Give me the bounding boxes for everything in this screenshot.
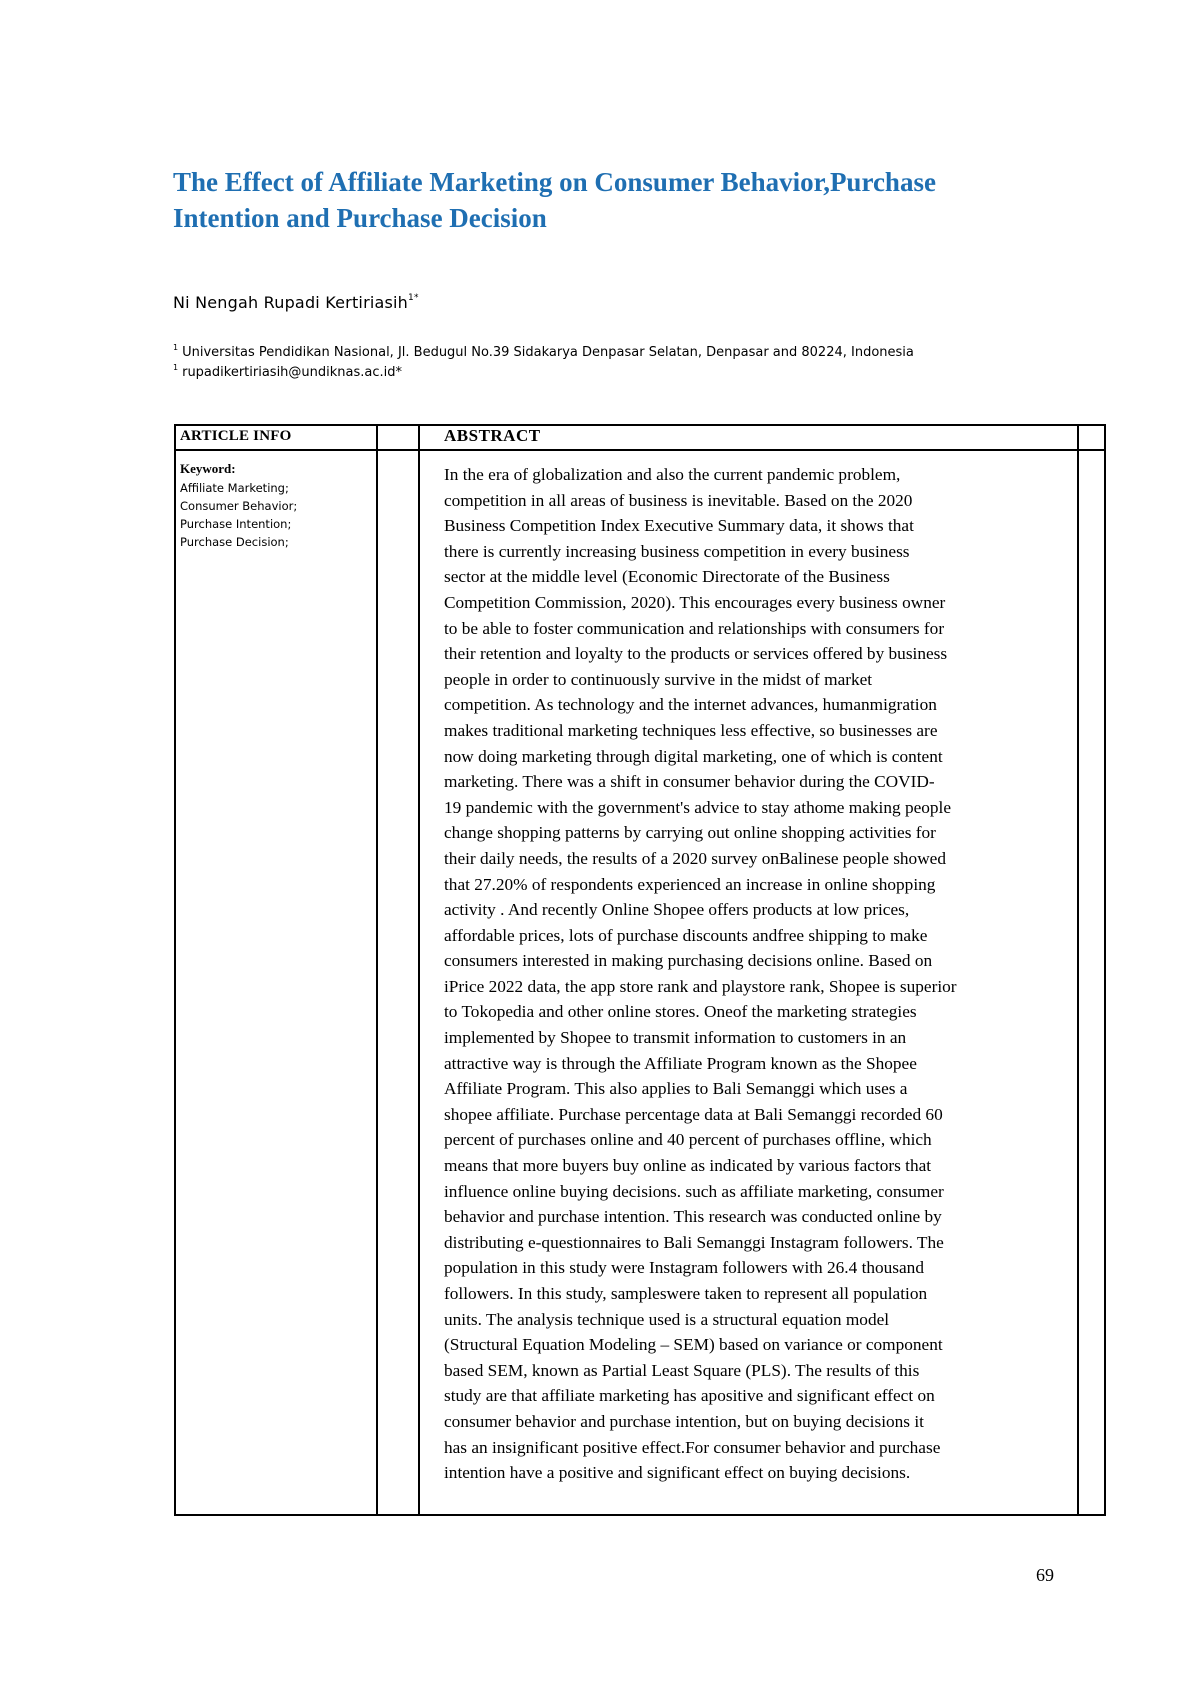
abstract-line: affordable prices, lots of purchase discounts andfree shipping to make: [444, 925, 928, 945]
abstract-line: means that more buyers buy online as indicated by various factors that: [444, 1156, 932, 1176]
article-info-heading: ARTICLE INFO: [180, 428, 292, 444]
abstract-line: followers. In this study, sampleswere taken to represent all population: [444, 1284, 928, 1303]
abstract-line: competition in all areas of business is inevitable. Based on the 2020: [444, 490, 913, 510]
keyword-item: Consumer Behavior;: [180, 499, 298, 513]
abstract-line: 19 pandemic with the government's advice to stay athome making people: [444, 797, 952, 817]
affiliation-2-marker: 1: [173, 363, 179, 372]
affiliation-1-text: Universitas Pendidikan Nasional, Jl. Bedugul No.39 Sidakarya Denpasar Selatan, Denpasar and 80224, Indonesia: [182, 345, 914, 360]
keyword-item: Purchase Decision;: [180, 535, 289, 549]
keyword-item: Purchase Intention;: [180, 517, 292, 531]
table-divider: [1077, 426, 1079, 1514]
abstract-line: shopee affiliate. Purchase percentage data at Bali Semanggi recorded 60: [444, 1104, 943, 1124]
author-email: rupadikertiriasih@undiknas.ac.id*: [182, 365, 403, 380]
affiliation-1-marker: 1: [173, 343, 179, 352]
abstract-line: based SEM, known as Partial Least Square (PLS). The results of this: [444, 1360, 920, 1380]
abstract-line: people in order to continuously survive in the midst of market: [444, 669, 873, 689]
abstract-line: In the era of globalization and also the current pandemic problem,: [444, 465, 901, 484]
abstract-line: sector at the middle level (Economic Directorate of the Business: [444, 567, 890, 587]
abstract-line: consumer behavior and purchase intention, but on buying decisions it: [444, 1411, 924, 1431]
affiliation-email: [173, 363, 402, 380]
abstract-line: implemented by Shopee to transmit information to customers in an: [444, 1028, 907, 1048]
affiliation-1: [173, 343, 914, 360]
keyword-heading: Keyword:: [180, 461, 236, 476]
article-info-table: [174, 424, 1106, 1516]
abstract-line: activity . And recently Online Shopee offers products at low prices,: [444, 900, 910, 920]
abstract-line: there is currently increasing business competition in every business: [444, 541, 910, 561]
paper-title: [173, 164, 1133, 236]
table-divider: [376, 426, 378, 1514]
abstract-line: influence online buying decisions. such as affiliate marketing, consumer: [444, 1181, 944, 1201]
table-header-divider: [176, 449, 1104, 451]
abstract-line: behavior and purchase intention. This research was conducted online by: [444, 1207, 942, 1227]
author-name: Ni Nengah Rupadi Kertiriasih: [173, 293, 409, 312]
title-line-1: The Effect of Affiliate Marketing on Consumer Behavior,Purchase: [173, 167, 936, 197]
abstract-line: that 27.20% of respondents experienced an increase in online shopping: [444, 874, 936, 894]
abstract-line: change shopping patterns by carrying out online shopping activities for: [444, 823, 936, 843]
abstract-line: distributing e-questionnaires to Bali Semanggi Instagram followers. The: [444, 1232, 944, 1252]
abstract-line: their daily needs, the results of a 2020 survey onBalinese people showed: [444, 848, 946, 868]
keyword-block: [180, 461, 370, 551]
abstract-text: [444, 462, 1077, 1486]
abstract-line: consumers interested in making purchasing decisions online. Based on: [444, 951, 933, 971]
abstract-line: attractive way is through the Affiliate Program known as the Shopee: [444, 1053, 917, 1073]
abstract-line: to Tokopedia and other online stores. Oneof the marketing strategies: [444, 1002, 917, 1022]
abstract-line: Business Competition Index Executive Summary data, it shows that: [444, 516, 914, 536]
abstract-line: makes traditional marketing techniques less effective, so businesses are: [444, 720, 938, 740]
abstract-line: Competition Commission, 2020). This encourages every business owner: [444, 592, 946, 612]
page-number: 69: [1036, 1565, 1054, 1585]
table-divider: [418, 426, 420, 1514]
abstract-line: their retention and loyalty to the products or services offered by business: [444, 644, 948, 664]
abstract-line: units. The analysis technique used is a structural equation model: [444, 1309, 890, 1329]
abstract-line: iPrice 2022 data, the app store rank and playstore rank, Shopee is superior: [444, 976, 957, 996]
abstract-heading: ABSTRACT: [444, 426, 541, 445]
abstract-line: population in this study were Instagram followers with 26.4 thousand: [444, 1258, 924, 1278]
abstract-line: to be able to foster communication and relationships with consumers for: [444, 618, 945, 638]
abstract-line: competition. As technology and the internet advances, humanmigration: [444, 695, 937, 715]
abstract-line: study are that affiliate marketing has apositive and significant effect on: [444, 1386, 935, 1406]
abstract-line: intention have a positive and significant effect on buying decisions.: [444, 1463, 911, 1483]
author-marker: 1*: [408, 293, 419, 303]
abstract-line: Affiliate Program. This also applies to Bali Semanggi which uses a: [444, 1079, 908, 1099]
title-line-2: Intention and Purchase Decision: [173, 203, 547, 233]
abstract-line: marketing. There was a shift in consumer behavior during the COVID-: [444, 772, 935, 792]
keyword-item: Affiliate Marketing;: [180, 481, 289, 495]
abstract-line: percent of purchases online and 40 percent of purchases offline, which: [444, 1130, 932, 1150]
author-line: [173, 293, 419, 312]
abstract-line: has an insignificant positive effect.For consumer behavior and purchase: [444, 1437, 941, 1457]
abstract-line: (Structural Equation Modeling – SEM) based on variance or component: [444, 1335, 943, 1355]
abstract-line: now doing marketing through digital marketing, one of which is content: [444, 746, 943, 766]
